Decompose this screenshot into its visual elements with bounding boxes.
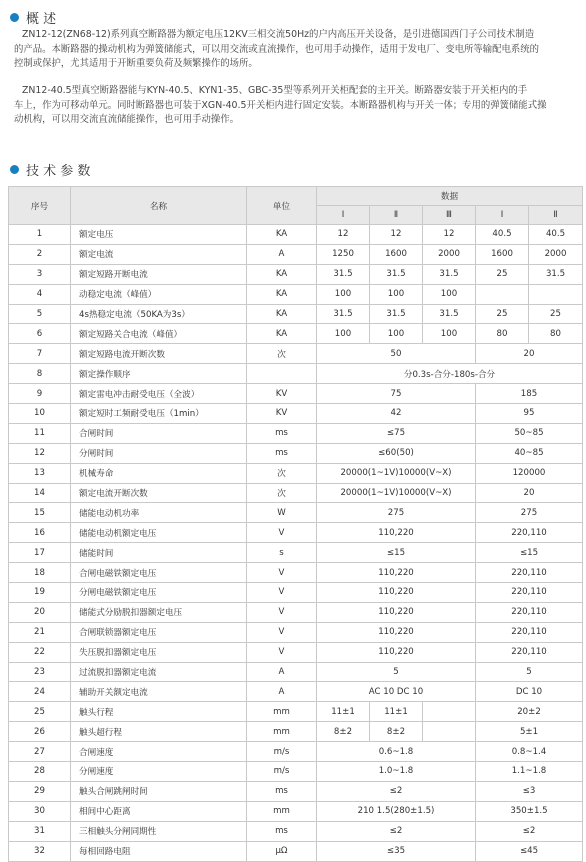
value-cell: 100 [370, 324, 423, 344]
row-no-cell: 3 [9, 264, 71, 284]
row-name-cell: 分闸速度 [71, 762, 247, 782]
row-name-cell: 分闸时间 [71, 443, 247, 463]
table-row [9, 423, 583, 443]
row-no-cell: 15 [9, 503, 71, 523]
specs-table [8, 186, 583, 862]
row-name-cell: 分闸电磁铁额定电压 [71, 583, 247, 603]
value-cell: 0.8~1.4 [476, 742, 583, 762]
row-unit-cell: KA [247, 284, 317, 304]
row-no-cell: 30 [9, 801, 71, 821]
value-cell: 5±1 [476, 722, 583, 742]
row-no-cell: 8 [9, 364, 71, 384]
table-row [9, 244, 583, 264]
table-row [9, 404, 583, 424]
row-no-cell: 29 [9, 781, 71, 801]
table-row [9, 841, 583, 861]
value-cell: 11±1 [317, 702, 370, 722]
header-sub: Ⅲ [423, 206, 476, 225]
value-cell [529, 284, 583, 304]
header-sub: Ⅱ [529, 206, 583, 225]
row-unit-cell: A [247, 244, 317, 264]
row-unit-cell: m/s [247, 762, 317, 782]
row-unit-cell: V [247, 602, 317, 622]
row-unit-cell: μΩ [247, 841, 317, 861]
value-cell: 120000 [476, 463, 583, 483]
value-cell: 275 [476, 503, 583, 523]
header-name: 名称 [71, 187, 247, 225]
header-data: 数据 [317, 187, 583, 206]
row-name-cell: 过流脱扣器额定电流 [71, 662, 247, 682]
row-no-cell: 25 [9, 702, 71, 722]
table-row [9, 324, 583, 344]
value-cell: 5 [476, 662, 583, 682]
table-row [9, 801, 583, 821]
value-cell: 220,110 [476, 523, 583, 543]
table-row [9, 264, 583, 284]
value-cell: 100 [370, 284, 423, 304]
row-name-cell: 额定短时工频耐受电压（1min） [71, 404, 247, 424]
table-row [9, 225, 583, 245]
value-cell: 31.5 [370, 264, 423, 284]
header-unit: 单位 [247, 187, 317, 225]
value-cell: 275 [317, 503, 476, 523]
value-cell: ≤60(50) [317, 443, 476, 463]
value-cell: 42 [317, 404, 476, 424]
value-cell: 100 [317, 284, 370, 304]
row-name-cell: 触头合闸跳闸时间 [71, 781, 247, 801]
table-row [9, 523, 583, 543]
row-unit-cell: V [247, 563, 317, 583]
value-cell: 12 [370, 225, 423, 245]
table-row [9, 483, 583, 503]
row-no-cell: 6 [9, 324, 71, 344]
row-unit-cell: ms [247, 423, 317, 443]
row-name-cell: 合闸速度 [71, 742, 247, 762]
value-cell: 185 [476, 384, 583, 404]
specs-table-header [9, 187, 583, 225]
value-cell: 5 [317, 662, 476, 682]
row-name-cell: 每相回路电阻 [71, 841, 247, 861]
value-cell: 50~85 [476, 423, 583, 443]
row-name-cell: 4s热稳定电流（50KA为3s） [71, 304, 247, 324]
row-no-cell: 20 [9, 602, 71, 622]
para1-line-3: 控制或保护，尤其适用于开断重要负荷及频繁操作的场所。 [14, 58, 258, 69]
value-cell: 2000 [423, 244, 476, 264]
specs-heading [10, 160, 90, 179]
table-row [9, 284, 583, 304]
value-cell: 11±1 [370, 702, 423, 722]
row-unit-cell: mm [247, 801, 317, 821]
bullet-dot-icon [10, 165, 19, 174]
row-no-cell: 12 [9, 443, 71, 463]
value-cell: ≤75 [317, 423, 476, 443]
row-no-cell: 11 [9, 423, 71, 443]
value-cell: AC 10 DC 10 [317, 682, 476, 702]
value-cell: 100 [423, 284, 476, 304]
row-unit-cell: s [247, 543, 317, 563]
table-row [9, 821, 583, 841]
table-row [9, 722, 583, 742]
overview-heading [10, 8, 56, 27]
table-row [9, 622, 583, 642]
row-name-cell: 储能电动机额定电压 [71, 523, 247, 543]
row-name-cell: 合闸联锁器额定电压 [71, 622, 247, 642]
overview-title: 概 述 [26, 12, 57, 27]
value-cell: 31.5 [423, 304, 476, 324]
row-unit-cell: KA [247, 324, 317, 344]
table-row [9, 742, 583, 762]
value-cell: ≤2 [317, 821, 476, 841]
value-cell: 31.5 [317, 304, 370, 324]
value-cell: 20 [476, 483, 583, 503]
value-cell: 25 [476, 264, 529, 284]
row-name-cell: 额定操作顺序 [71, 364, 247, 384]
row-name-cell: 额定短路电流开断次数 [71, 344, 247, 364]
row-unit-cell: V [247, 622, 317, 642]
table-row [9, 503, 583, 523]
row-no-cell: 26 [9, 722, 71, 742]
table-row [9, 682, 583, 702]
para1-line-2: 的产品。本断路器的操动机构为弹簧储能式，可以用交流或直流操作，也可用手动操作，适用于发电厂、变电所等输配电系统的 [14, 43, 540, 55]
value-cell: ≤2 [476, 821, 583, 841]
row-name-cell: 储能电动机功率 [71, 503, 247, 523]
header-no: 序号 [9, 187, 71, 225]
value-cell [423, 702, 476, 722]
row-name-cell: 三相触头分闸同期性 [71, 821, 247, 841]
row-name-cell: 合闸电磁铁额定电压 [71, 563, 247, 583]
value-cell: 40.5 [529, 225, 583, 245]
row-unit-cell: A [247, 682, 317, 702]
value-cell: 75 [317, 384, 476, 404]
header-sub: Ⅰ [476, 206, 529, 225]
value-cell: 25 [529, 304, 583, 324]
table-row [9, 543, 583, 563]
row-unit-cell: m/s [247, 742, 317, 762]
value-cell: 110,220 [317, 642, 476, 662]
value-cell: 20000(1~1V)10000(V~X) [317, 483, 476, 503]
table-row [9, 602, 583, 622]
row-unit-cell: KA [247, 304, 317, 324]
row-no-cell: 17 [9, 543, 71, 563]
row-no-cell: 7 [9, 344, 71, 364]
row-name-cell: 触头超行程 [71, 722, 247, 742]
value-cell: 1600 [476, 244, 529, 264]
row-name-cell: 相间中心距离 [71, 801, 247, 821]
specs-table-body [9, 225, 583, 862]
value-cell: 220,110 [476, 602, 583, 622]
row-no-cell: 27 [9, 742, 71, 762]
row-unit-cell: 次 [247, 483, 317, 503]
row-unit-cell: KV [247, 404, 317, 424]
value-cell: ≤15 [317, 543, 476, 563]
row-unit-cell: KA [247, 225, 317, 245]
row-name-cell: 机械寿命 [71, 463, 247, 483]
row-unit-cell: mm [247, 702, 317, 722]
row-unit-cell: V [247, 583, 317, 603]
row-unit-cell: 次 [247, 463, 317, 483]
value-cell: ≤15 [476, 543, 583, 563]
row-no-cell: 13 [9, 463, 71, 483]
value-cell: 100 [423, 324, 476, 344]
row-name-cell: 触头行程 [71, 702, 247, 722]
overview-paragraph-2 [14, 84, 579, 128]
row-no-cell: 14 [9, 483, 71, 503]
value-cell: ≤35 [317, 841, 476, 861]
table-row [9, 662, 583, 682]
row-no-cell: 10 [9, 404, 71, 424]
para2-line-2: 车上，作为可移动单元。同时断路器也可装于XGN-40.5开关柜内进行固定安装。本断路器机构与开关一体；专用的弹簧储能式操 [14, 99, 547, 111]
row-no-cell: 19 [9, 583, 71, 603]
row-no-cell: 4 [9, 284, 71, 304]
value-cell: 350±1.5 [476, 801, 583, 821]
value-cell: 110,220 [317, 602, 476, 622]
row-name-cell: 额定电压 [71, 225, 247, 245]
header-sub: Ⅰ [317, 206, 370, 225]
row-no-cell: 18 [9, 563, 71, 583]
value-cell: 25 [476, 304, 529, 324]
row-name-cell: 额定雷电冲击耐受电压（全波） [71, 384, 247, 404]
row-no-cell: 1 [9, 225, 71, 245]
table-row [9, 762, 583, 782]
value-cell: 80 [529, 324, 583, 344]
row-name-cell: 额定电流开断次数 [71, 483, 247, 503]
row-no-cell: 9 [9, 384, 71, 404]
row-unit-cell: V [247, 523, 317, 543]
table-row [9, 384, 583, 404]
value-cell: 31.5 [423, 264, 476, 284]
row-name-cell: 额定短路关合电流（峰值） [71, 324, 247, 344]
row-no-cell: 23 [9, 662, 71, 682]
value-cell: 80 [476, 324, 529, 344]
value-cell: 95 [476, 404, 583, 424]
value-cell: 12 [317, 225, 370, 245]
para1-line-1: ZN12-12(ZN68-12)系列真空断路器为额定电压12KV三相交流50Hz的户内高压开关设备，是引进德国西门子公司技术制造 [22, 29, 535, 40]
value-cell: 20 [476, 344, 583, 364]
row-no-cell: 31 [9, 821, 71, 841]
value-cell: 31.5 [317, 264, 370, 284]
row-no-cell: 16 [9, 523, 71, 543]
row-name-cell: 失压脱扣器额定电压 [71, 642, 247, 662]
overview-paragraph-1 [14, 28, 579, 72]
para2-line-3: 动机构，可以用交流直流储能操作，也可用手动操作。 [14, 114, 240, 125]
row-unit-cell: 次 [247, 344, 317, 364]
row-unit-cell: ms [247, 781, 317, 801]
row-no-cell: 32 [9, 841, 71, 861]
table-row [9, 702, 583, 722]
row-unit-cell: A [247, 662, 317, 682]
row-unit-cell: W [247, 503, 317, 523]
table-row [9, 583, 583, 603]
value-cell: 110,220 [317, 583, 476, 603]
specs-title: 技 术 参 数 [26, 164, 91, 179]
table-row [9, 364, 583, 384]
value-cell: 1250 [317, 244, 370, 264]
value-cell: 40.5 [476, 225, 529, 245]
row-unit-cell: V [247, 642, 317, 662]
value-cell: ≤3 [476, 781, 583, 801]
value-cell: DC 10 [476, 682, 583, 702]
row-name-cell: 储能式分励脱扣器额定电压 [71, 602, 247, 622]
row-no-cell: 21 [9, 622, 71, 642]
row-no-cell: 2 [9, 244, 71, 264]
table-row [9, 642, 583, 662]
row-unit-cell: KA [247, 264, 317, 284]
value-cell: 2000 [529, 244, 583, 264]
row-name-cell: 额定短路开断电流 [71, 264, 247, 284]
row-name-cell: 储能时间 [71, 543, 247, 563]
value-cell: 40~85 [476, 443, 583, 463]
row-no-cell: 5 [9, 304, 71, 324]
table-row [9, 781, 583, 801]
value-cell: 分0.3s-合分-180s-合分 [317, 364, 583, 384]
row-no-cell: 28 [9, 762, 71, 782]
value-cell: 1600 [370, 244, 423, 264]
value-cell: 220,110 [476, 622, 583, 642]
row-name-cell: 辅助开关额定电流 [71, 682, 247, 702]
value-cell: 0.6~1.8 [317, 742, 476, 762]
value-cell: 1.0~1.8 [317, 762, 476, 782]
header-sub: Ⅱ [370, 206, 423, 225]
table-row [9, 563, 583, 583]
bullet-dot-icon [10, 13, 19, 22]
value-cell: 220,110 [476, 642, 583, 662]
value-cell: 1.1~1.8 [476, 762, 583, 782]
value-cell [423, 722, 476, 742]
value-cell: 8±2 [370, 722, 423, 742]
table-row [9, 304, 583, 324]
row-unit-cell: ms [247, 821, 317, 841]
row-unit-cell: mm [247, 722, 317, 742]
value-cell: 31.5 [529, 264, 583, 284]
row-unit-cell: KV [247, 384, 317, 404]
value-cell: 31.5 [370, 304, 423, 324]
row-no-cell: 22 [9, 642, 71, 662]
row-name-cell: 动稳定电流（峰值） [71, 284, 247, 304]
value-cell: ≤2 [317, 781, 476, 801]
value-cell: 50 [317, 344, 476, 364]
row-name-cell: 额定电流 [71, 244, 247, 264]
value-cell [476, 284, 529, 304]
value-cell: 8±2 [317, 722, 370, 742]
row-no-cell: 24 [9, 682, 71, 702]
value-cell: 12 [423, 225, 476, 245]
value-cell: 20000(1~1V)10000(V~X) [317, 463, 476, 483]
table-row [9, 344, 583, 364]
value-cell: 110,220 [317, 523, 476, 543]
value-cell: 210 1.5(280±1.5) [317, 801, 476, 821]
table-row [9, 463, 583, 483]
row-name-cell: 合闸时间 [71, 423, 247, 443]
value-cell: 110,220 [317, 622, 476, 642]
para2-line-1: ZN12-40.5型真空断路器能与KYN-40.5、KYN1-35、GBC-35型等系列开关柜配套的主开关。断路器安装于开关柜内的手 [22, 85, 528, 96]
value-cell: 20±2 [476, 702, 583, 722]
value-cell: 100 [317, 324, 370, 344]
table-row [9, 443, 583, 463]
row-unit-cell [247, 364, 317, 384]
value-cell: 110,220 [317, 563, 476, 583]
value-cell: 220,110 [476, 583, 583, 603]
value-cell: 220,110 [476, 563, 583, 583]
row-unit-cell: ms [247, 443, 317, 463]
value-cell: ≤45 [476, 841, 583, 861]
